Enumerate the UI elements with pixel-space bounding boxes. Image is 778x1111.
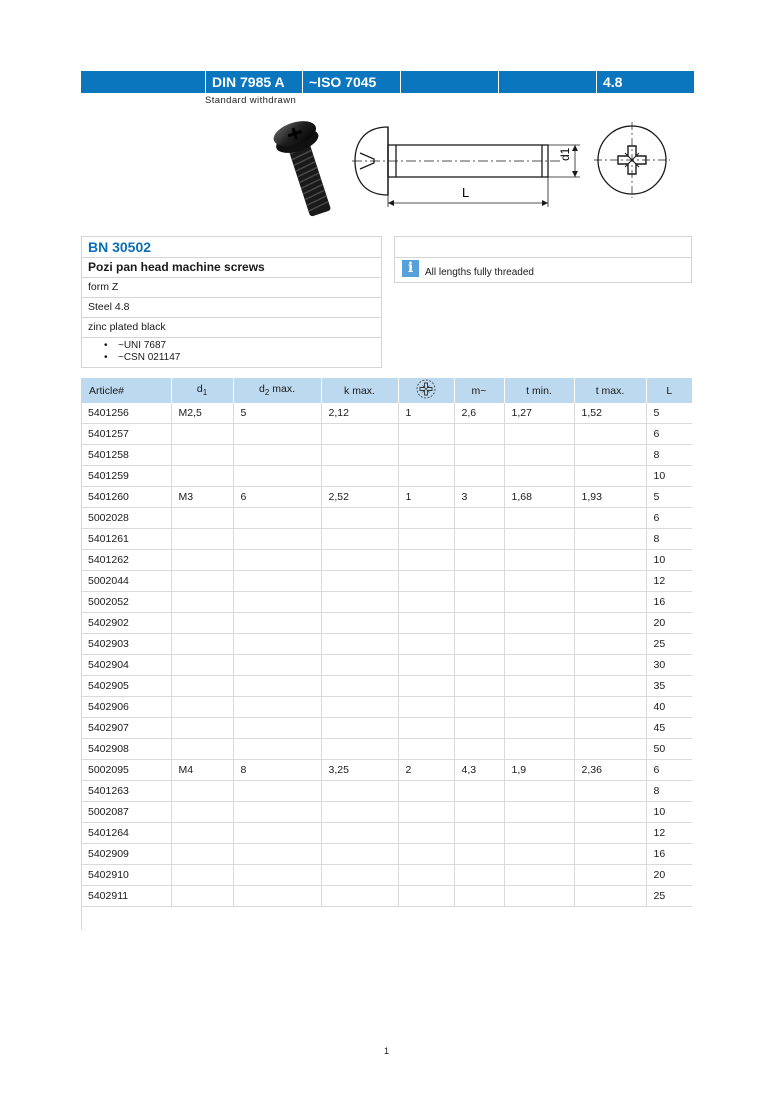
table-cell: 1 (398, 487, 454, 508)
table-cell (233, 655, 321, 676)
table-cell: M3 (171, 487, 233, 508)
table-cell: 10 (646, 550, 692, 571)
header-cell-blank-3 (498, 71, 596, 93)
info-icon: i (402, 260, 419, 277)
table-cell (574, 865, 646, 886)
table-cell: 1,93 (574, 487, 646, 508)
table-cell (398, 508, 454, 529)
product-material: Steel 4.8 (82, 297, 381, 317)
table-row (81, 634, 692, 655)
table-cell (454, 781, 504, 802)
table-cell (233, 802, 321, 823)
table-cell (398, 424, 454, 445)
table-cell (321, 886, 398, 907)
table-cell (454, 739, 504, 760)
table-cell (321, 781, 398, 802)
table-row (81, 487, 692, 508)
table-cell (171, 634, 233, 655)
table-cell (574, 718, 646, 739)
header-cell-din: DIN 7985 A (205, 71, 302, 93)
table-cell (454, 844, 504, 865)
table-cell: 1,68 (504, 487, 574, 508)
table-cell (504, 445, 574, 466)
col-t-min: t min. (504, 378, 574, 403)
table-cell: 8 (646, 529, 692, 550)
standard-withdrawn-note: Standard withdrawn (205, 95, 297, 106)
table-row (81, 508, 692, 529)
table-cell (504, 718, 574, 739)
table-cell: 8 (233, 760, 321, 781)
equivalent-standards (82, 337, 381, 367)
pozi-drive-icon (415, 378, 437, 400)
table-cell (398, 886, 454, 907)
table-cell (504, 823, 574, 844)
col-m: m~ (454, 378, 504, 403)
table-cell: 30 (646, 655, 692, 676)
table-cell (398, 781, 454, 802)
table-cell (574, 424, 646, 445)
product-finish: zinc plated black (82, 317, 381, 337)
table-cell: 1,9 (504, 760, 574, 781)
table-cell (321, 508, 398, 529)
length-label: L (462, 185, 470, 200)
table-cell (398, 697, 454, 718)
table-cell: 6 (646, 760, 692, 781)
table-cell: 35 (646, 676, 692, 697)
table-cell (398, 676, 454, 697)
table-cell (574, 739, 646, 760)
table-cell: 20 (646, 865, 692, 886)
table-cell: 16 (646, 844, 692, 865)
col-article: Article# (81, 378, 171, 403)
table-row (81, 844, 692, 865)
table-cell (171, 844, 233, 865)
table-cell (171, 823, 233, 844)
table-cell (454, 865, 504, 886)
col-drive-size (398, 378, 454, 403)
table-cell (321, 718, 398, 739)
table-cell (574, 592, 646, 613)
table-cell (504, 529, 574, 550)
standard-header-bar (81, 71, 694, 93)
table-cell: 2,12 (321, 403, 398, 424)
table-cell (321, 697, 398, 718)
table-cell: 8 (646, 781, 692, 802)
table-cell (171, 571, 233, 592)
table-cell (398, 655, 454, 676)
table-cell (171, 613, 233, 634)
table-cell (574, 676, 646, 697)
table-cell: 5002052 (81, 592, 171, 613)
table-cell (454, 529, 504, 550)
table-cell: 5401258 (81, 445, 171, 466)
table-cell (504, 676, 574, 697)
product-name: Pozi pan head machine screws (82, 257, 381, 277)
table-cell: 12 (646, 571, 692, 592)
table-cell: 5402903 (81, 634, 171, 655)
threading-note-box (394, 236, 692, 283)
header-cell-blank-2 (400, 71, 498, 93)
table-row (81, 781, 692, 802)
table-cell: 10 (646, 802, 692, 823)
product-code: BN 30502 (88, 239, 152, 255)
table-cell (398, 571, 454, 592)
table-cell (171, 655, 233, 676)
header-cell-iso: ~ISO 7045 (302, 71, 400, 93)
table-cell: 5402909 (81, 844, 171, 865)
table-cell (321, 739, 398, 760)
table-cell (454, 823, 504, 844)
table-cell (398, 802, 454, 823)
threading-note-text: All lengths fully threaded (425, 267, 534, 278)
table-cell (171, 865, 233, 886)
table-cell (321, 802, 398, 823)
table-cell (574, 886, 646, 907)
table-cell (321, 823, 398, 844)
table-row (81, 697, 692, 718)
table-cell: 20 (646, 613, 692, 634)
header-cell-strength-class: 4.8 (596, 71, 694, 93)
table-cell (574, 697, 646, 718)
table-cell: 2,36 (574, 760, 646, 781)
table-row (81, 739, 692, 760)
table-cell (171, 697, 233, 718)
table-cell (504, 886, 574, 907)
table-cell (504, 697, 574, 718)
table-cell: M2,5 (171, 403, 233, 424)
table-cell: 16 (646, 592, 692, 613)
table-cell (574, 823, 646, 844)
note-divider (395, 257, 691, 258)
table-cell: 3 (454, 487, 504, 508)
table-cell (504, 550, 574, 571)
table-cell (321, 445, 398, 466)
table-cell: 5402907 (81, 718, 171, 739)
diameter-label: d1 (558, 147, 572, 161)
table-cell (574, 634, 646, 655)
table-cell (454, 508, 504, 529)
table-cell (171, 781, 233, 802)
table-row (81, 865, 692, 886)
table-cell (504, 508, 574, 529)
table-cell: 45 (646, 718, 692, 739)
table-cell (574, 781, 646, 802)
dimensions-table (81, 378, 692, 907)
table-cell (454, 445, 504, 466)
col-d2-max: $d_2$ max. (233, 378, 321, 403)
table-cell (233, 823, 321, 844)
table-cell (504, 802, 574, 823)
table-cell: 6 (646, 424, 692, 445)
table-cell (233, 592, 321, 613)
table-cell: 5402905 (81, 676, 171, 697)
table-cell (574, 550, 646, 571)
table-cell (398, 844, 454, 865)
table-cell (321, 592, 398, 613)
table-cell (321, 613, 398, 634)
table-cell (454, 802, 504, 823)
table-cell (574, 466, 646, 487)
table-cell (233, 508, 321, 529)
table-cell (171, 886, 233, 907)
table-cell (321, 676, 398, 697)
table-cell (454, 424, 504, 445)
table-row (81, 445, 692, 466)
table-cell (171, 445, 233, 466)
table-cell (321, 466, 398, 487)
table-cell (398, 529, 454, 550)
table-cell (321, 655, 398, 676)
table-cell (233, 571, 321, 592)
table-cell (321, 529, 398, 550)
table-row (81, 886, 692, 907)
table-cell (574, 613, 646, 634)
equivalent-standard-item: • ~UNI 7687 (118, 340, 375, 352)
table-cell: 3,25 (321, 760, 398, 781)
table-cell (454, 571, 504, 592)
table-cell (504, 844, 574, 865)
table-cell: 5401261 (81, 529, 171, 550)
table-cell (171, 466, 233, 487)
table-cell: 10 (646, 466, 692, 487)
table-cell: 5002095 (81, 760, 171, 781)
table-cell (398, 466, 454, 487)
table-cell (574, 508, 646, 529)
table-cell (233, 781, 321, 802)
table-cell (454, 886, 504, 907)
table-cell: 6 (233, 487, 321, 508)
table-cell (321, 550, 398, 571)
table-cell (398, 592, 454, 613)
table-cell: 5002028 (81, 508, 171, 529)
table-cell: 6 (646, 508, 692, 529)
table-cell: 2,52 (321, 487, 398, 508)
table-cell: 5402906 (81, 697, 171, 718)
table-cell: 25 (646, 886, 692, 907)
table-cell: 1 (398, 403, 454, 424)
table-cell (454, 550, 504, 571)
table-cell (171, 424, 233, 445)
table-cell (171, 739, 233, 760)
table-cell (398, 718, 454, 739)
table-cell (504, 571, 574, 592)
equivalent-standard-item: • ~CSN 021147 (118, 352, 375, 364)
table-cell: 5402904 (81, 655, 171, 676)
table-cell (574, 529, 646, 550)
table-cell: 5 (646, 403, 692, 424)
table-cell (233, 844, 321, 865)
table-cell (233, 424, 321, 445)
table-cell (233, 865, 321, 886)
table-cell (574, 655, 646, 676)
table-cell (321, 634, 398, 655)
table-cell: 5401257 (81, 424, 171, 445)
table-cell (398, 634, 454, 655)
table-cell: M4 (171, 760, 233, 781)
table-cell: 1,52 (574, 403, 646, 424)
table-cell (574, 571, 646, 592)
screw-end-view-drawing (592, 120, 672, 200)
table-cell: 5402911 (81, 886, 171, 907)
table-cell: 5401264 (81, 823, 171, 844)
table-row (81, 760, 692, 781)
col-k-max: k max. (321, 378, 398, 403)
table-row (81, 592, 692, 613)
table-cell (233, 886, 321, 907)
table-row (81, 802, 692, 823)
table-cell (454, 466, 504, 487)
product-info-box (81, 236, 382, 368)
table-cell (454, 655, 504, 676)
table-cell (171, 592, 233, 613)
table-cell (233, 718, 321, 739)
table-cell (171, 550, 233, 571)
table-cell (398, 739, 454, 760)
table-cell: 5401259 (81, 466, 171, 487)
table-cell (171, 529, 233, 550)
screw-photo-image (265, 110, 345, 220)
table-cell (574, 844, 646, 865)
table-cell: 5401256 (81, 403, 171, 424)
table-cell (454, 697, 504, 718)
table-cell (504, 739, 574, 760)
screw-technical-drawing (350, 115, 585, 210)
table-cell: 40 (646, 697, 692, 718)
table-cell (233, 466, 321, 487)
table-cell (454, 676, 504, 697)
table-cell (233, 697, 321, 718)
table-cell: 5 (646, 487, 692, 508)
table-cell (398, 550, 454, 571)
table-cell (398, 613, 454, 634)
table-row (81, 718, 692, 739)
table-cell: 5402910 (81, 865, 171, 886)
table-cell (233, 739, 321, 760)
product-form: form Z (82, 277, 381, 297)
table-cell (574, 802, 646, 823)
table-cell (454, 718, 504, 739)
table-cell (321, 844, 398, 865)
table-cell (171, 802, 233, 823)
table-cell: 5002044 (81, 571, 171, 592)
table-cell: 50 (646, 739, 692, 760)
table-cell (504, 466, 574, 487)
table-cell (504, 655, 574, 676)
table-cell: 12 (646, 823, 692, 844)
table-cell (504, 613, 574, 634)
table-row (81, 571, 692, 592)
table-cell: 5401263 (81, 781, 171, 802)
table-cell (504, 424, 574, 445)
table-cell: 5401262 (81, 550, 171, 571)
table-cell (171, 508, 233, 529)
table-cell (398, 865, 454, 886)
table-cell (398, 823, 454, 844)
col-length: L (646, 378, 692, 403)
table-cell (398, 445, 454, 466)
table-cell (321, 865, 398, 886)
table-cell: 5402902 (81, 613, 171, 634)
table-cell (504, 634, 574, 655)
table-cell (574, 445, 646, 466)
table-cell: 8 (646, 445, 692, 466)
table-cell (454, 634, 504, 655)
col-d1: $d_1$ (171, 378, 233, 403)
table-cell (171, 676, 233, 697)
table-cell: 25 (646, 634, 692, 655)
page-number: 1 (384, 1046, 390, 1056)
table-cell (233, 676, 321, 697)
table-row (81, 529, 692, 550)
table-cell: 2 (398, 760, 454, 781)
table-cell (233, 529, 321, 550)
table-row (81, 466, 692, 487)
table-cell (233, 550, 321, 571)
table-cell (454, 592, 504, 613)
table-cell (233, 613, 321, 634)
table-cell: 5002087 (81, 802, 171, 823)
table-cell: 5 (233, 403, 321, 424)
table-cell (504, 781, 574, 802)
table-cell (171, 718, 233, 739)
table-row (81, 823, 692, 844)
table-cell (233, 445, 321, 466)
table-cell (504, 592, 574, 613)
table-row (81, 550, 692, 571)
table-cell: 1,27 (504, 403, 574, 424)
table-row (81, 424, 692, 445)
table-cell: 2,6 (454, 403, 504, 424)
table-row (81, 613, 692, 634)
table-cell (321, 424, 398, 445)
table-cell: 5401260 (81, 487, 171, 508)
table-row (81, 655, 692, 676)
table-row (81, 676, 692, 697)
table-cell (504, 865, 574, 886)
table-cell: 5402908 (81, 739, 171, 760)
table-cell (454, 613, 504, 634)
table-cell: 4,3 (454, 760, 504, 781)
table-row (81, 403, 692, 424)
table-cell (233, 634, 321, 655)
col-t-max: t max. (574, 378, 646, 403)
header-cell-blank (81, 71, 205, 93)
table-header-row (81, 378, 692, 403)
table-cell (321, 571, 398, 592)
